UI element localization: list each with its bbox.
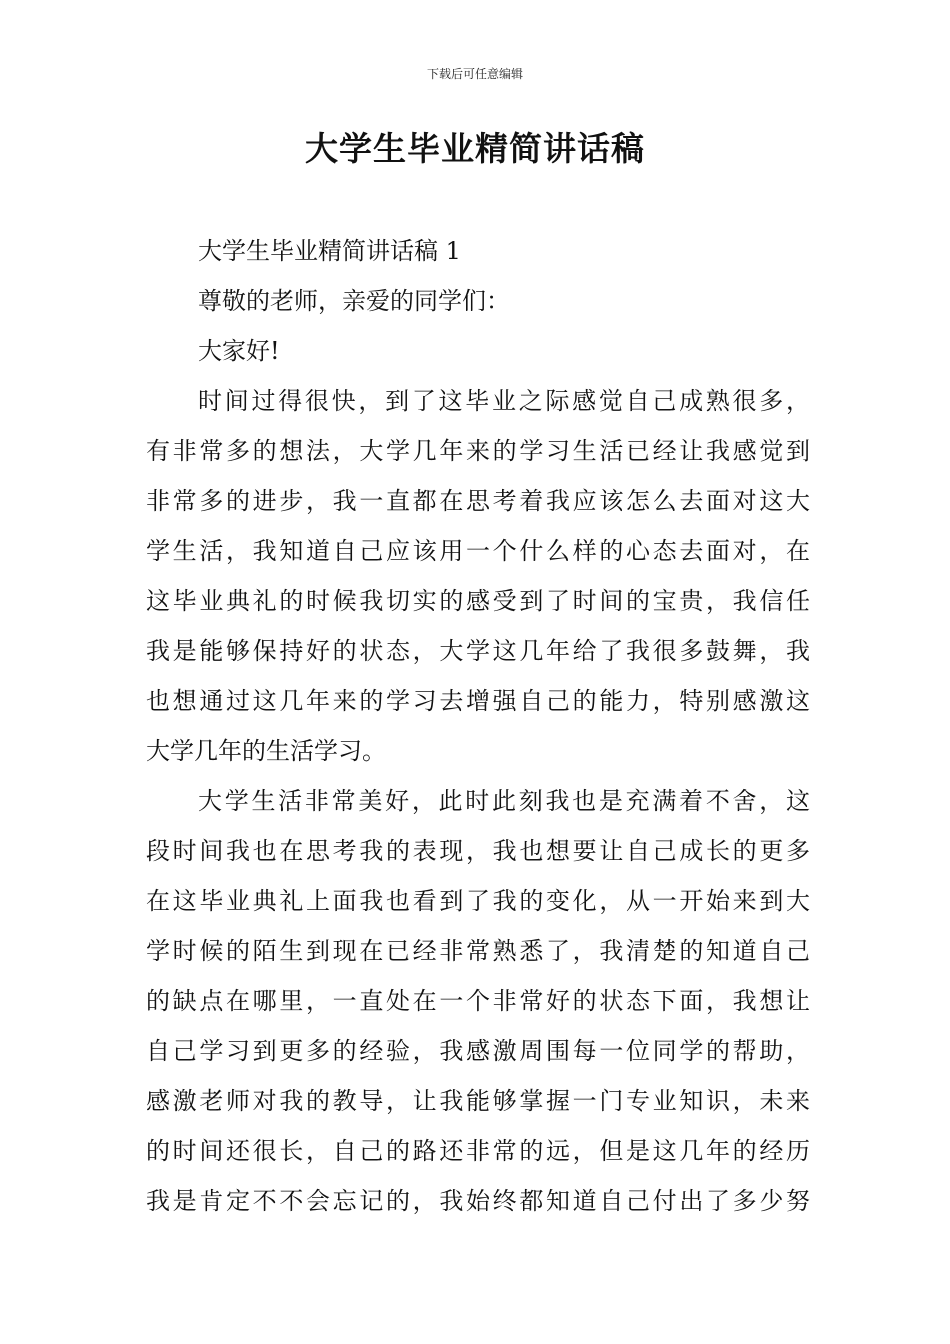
header-note: 下载后可任意编辑 [426,67,523,81]
paragraph-1-line: 也想通过这几年来的学习去增强自己的能力，特别感激这 [146,687,810,715]
paragraph-1-line: 我是能够保持好的状态，大学这几年给了我很多鼓舞，我 [146,637,810,665]
salutation-line: 尊敬的老师，亲爱的同学们： [198,287,510,315]
paragraph-1-line: 有非常多的想法，大学几年来的学习生活已经让我感觉到 [146,437,810,465]
paragraph-2-line: 在这毕业典礼上面我也看到了我的变化，从一开始来到大 [146,887,810,915]
paragraph-1-line: 时间过得很快，到了这毕业之际感觉自己成熟很多， [198,387,810,415]
document-title: 大学生毕业精简讲话稿 [305,129,645,168]
paragraph-2-line: 学时候的陌生到现在已经非常熟悉了，我清楚的知道自己 [146,937,810,965]
paragraph-2-line: 感激老师对我的教导，让我能够掌握一门专业知识，未来 [146,1087,810,1115]
paragraph-1-line: 大学几年的生活学习。 [146,737,386,765]
paragraph-2-line: 大学生活非常美好，此时此刻我也是充满着不舍，这 [198,787,810,815]
paragraph-1-line: 非常多的进步，我一直都在思考着我应该怎么去面对这大 [146,487,810,515]
paragraph-2-line: 段时间我也在思考我的表现，我也想要让自己成长的更多 [146,837,810,865]
paragraph-1-line: 这毕业典礼的时候我切实的感受到了时间的宝贵，我信任 [146,587,810,615]
paragraph-2-line: 的时间还很长，自己的路还非常的远，但是这几年的经历 [146,1137,810,1165]
document-body [146,226,810,1226]
paragraph-2-line: 我是肯定不不会忘记的，我始终都知道自己付出了多少努 [146,1187,810,1215]
greeting-line: 大家好! [198,337,280,365]
paragraph-1-line: 学生活，我知道自己应该用一个什么样的心态去面对，在 [146,537,810,565]
paragraph-2-line: 自己学习到更多的经验，我感激周围每一位同学的帮助， [146,1037,810,1065]
subtitle-line: 大学生毕业精简讲话稿 1 [198,237,461,265]
paragraph-2-line: 的缺点在哪里，一直处在一个非常好的状态下面，我想让 [146,987,810,1015]
